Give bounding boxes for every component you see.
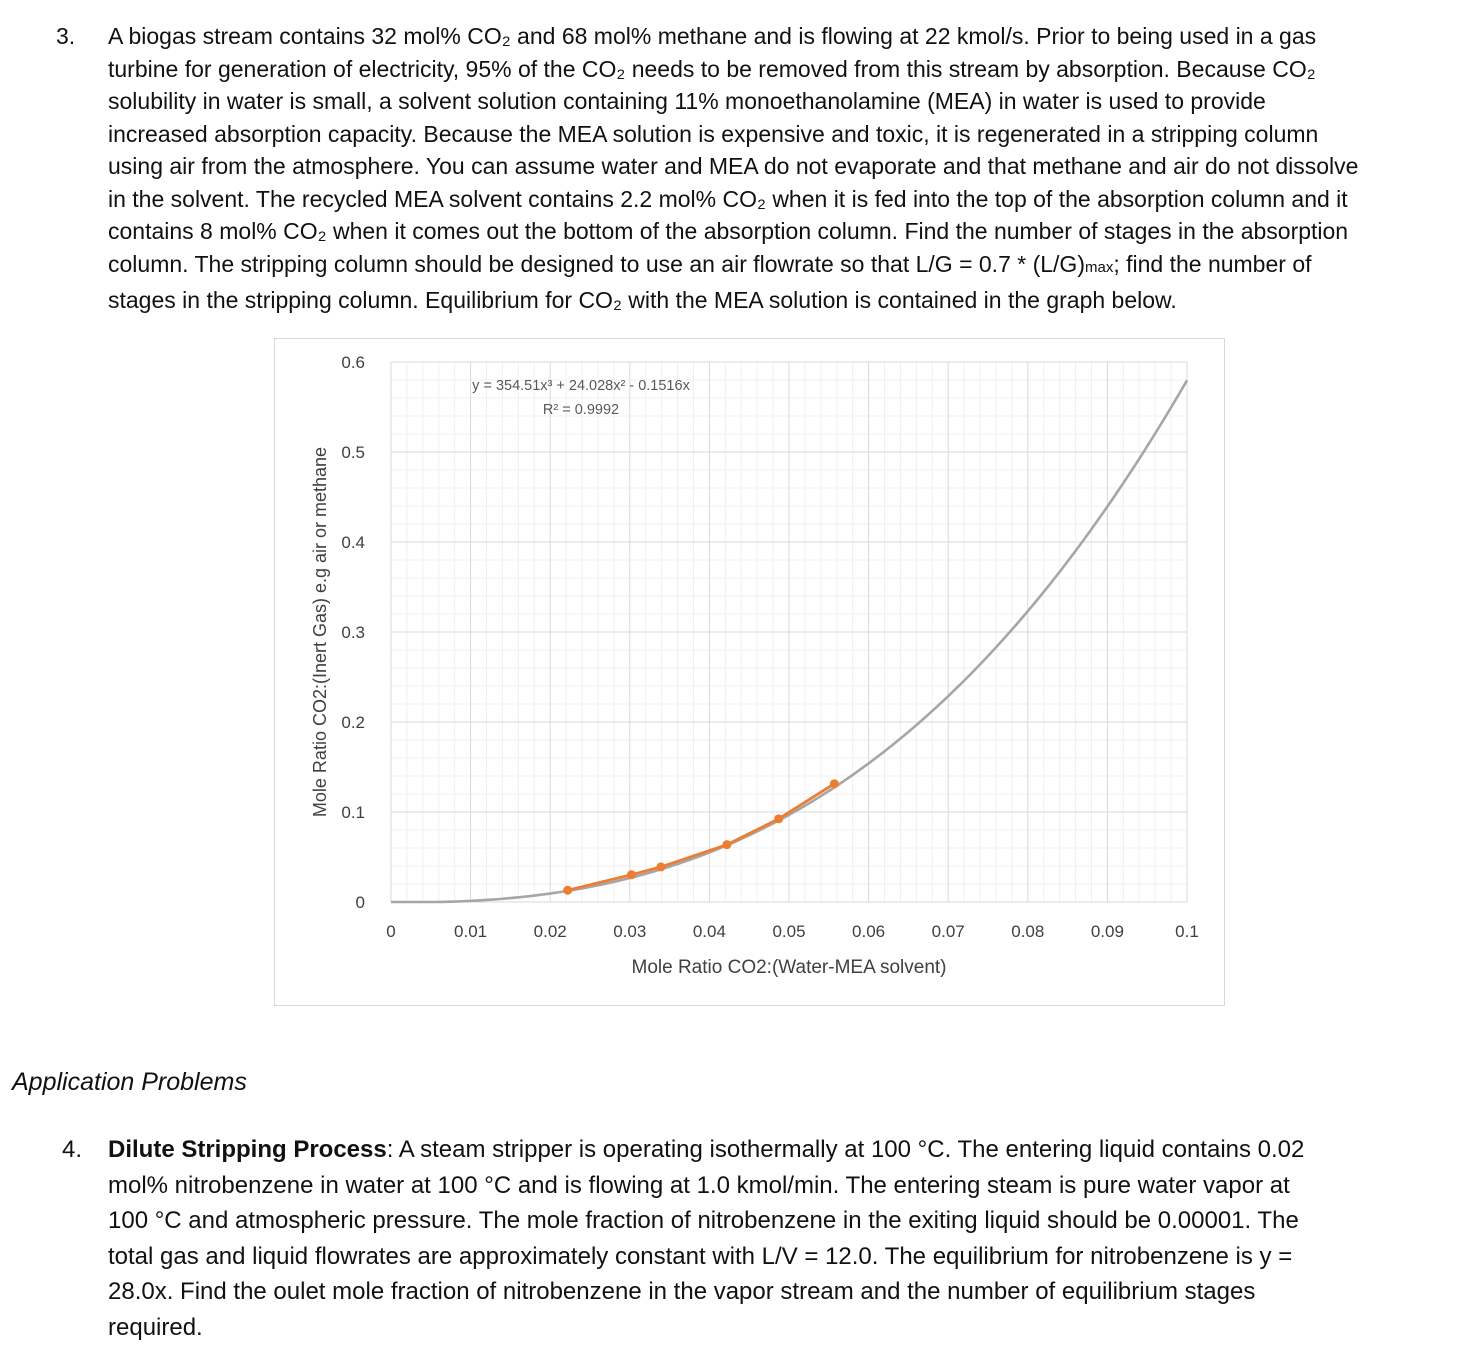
r-squared-label: R² = 0.9992 [542, 402, 620, 418]
problem-4-line: total gas and liquid flowrates are approximately constant with L/V = 12.0. The equilibrium for nitrobenzene is y = [108, 1242, 1293, 1270]
x-tick-label: 0.03 [613, 922, 647, 941]
series-line [568, 784, 835, 890]
x-tick-label: 0.01 [454, 922, 488, 941]
problem-4-line: required. [108, 1313, 203, 1341]
problem-4 [62, 1132, 1462, 1345]
problem-3-line: increased absorption capacity. Because the MEA solution is expensive and toxic, it is regenerated in a stripping column [108, 120, 1319, 147]
problem-3-line: contains 8 mol% CO₂ when it comes out the bottom of the absorption column. Find the number of stages in the absorption [108, 218, 1349, 244]
y-tick-label: 0.2 [341, 713, 365, 732]
problem-4-line1-rest: : A steam stripper is operating isothermally at 100 °C. The entering liquid contains 0.02 [386, 1136, 1305, 1163]
max-subscript: max [1084, 258, 1114, 276]
y-tick-label: 0.1 [341, 803, 365, 822]
x-tick-label: 0.07 [931, 922, 965, 941]
problem-3-line [108, 248, 1446, 285]
problem-4-line: 28.0x. Find the oulet mole fraction of nitrobenzene in the vapor stream and the number of equilibrium stages [108, 1278, 1256, 1305]
problem-4-number: 4. [62, 1136, 83, 1163]
problem-3-line: stages in the stripping column. Equilibrium for CO₂ with the MEA solution is contained in the graph below. [108, 287, 1177, 313]
y-tick-label: 0.4 [341, 533, 365, 552]
x-tick-label: 0 [386, 922, 396, 941]
y-tick-label: 0.3 [341, 623, 365, 642]
problem-4-text [108, 1132, 1462, 1345]
y-axis-label: Mole Ratio CO2:(Inert Gas) e.g air or methane [310, 446, 330, 818]
problem-3-line: A biogas stream contains 32 mol% CO₂ and 68 mol% methane and is flowing at 22 kmol/s. Prior to being used in a gas [108, 23, 1317, 49]
problem-4-line: 100 °C and atmospheric pressure. The mole fraction of nitrobenzene in the exiting liquid should be 0.00001. The [108, 1207, 1299, 1234]
equilibrium-chart-svg [275, 339, 1224, 1005]
problem-3-number: 3. [56, 23, 76, 49]
data-point [774, 814, 783, 823]
problem-3-line8-pre: column. The stripping column should be designed to use an air flowrate so that L/G = 0.7 * (L/G) [108, 250, 1085, 277]
problem-3-line: solubility in water is small, a solvent solution containing 11% monoethanolamine (MEA) in water is used to provide [108, 88, 1266, 114]
x-axis-label: Mole Ratio CO2:(Water-MEA solvent) [631, 957, 947, 978]
problem-4-line [108, 1132, 1462, 1168]
application-problems-heading: Application Problems [12, 1068, 247, 1096]
data-point [627, 870, 636, 879]
major-gridlines [391, 362, 1187, 902]
x-tick-label: 0.04 [692, 922, 726, 941]
problem-3-line: in the solvent. The recycled MEA solvent contains 2.2 mol% CO₂ when it is fed into the top of the absorption column and it [108, 185, 1348, 212]
trendline-equation: y = 354.51x³ + 24.028x² - 0.1516x [472, 378, 690, 394]
y-tick-label: 0 [355, 893, 365, 912]
data-point [563, 886, 572, 895]
problem-3-line: turbine for generation of electricity, 95% of the CO₂ needs to be removed from this stream by absorption. Because CO₂ [108, 55, 1316, 82]
data-point [830, 779, 839, 788]
x-tick-label: 0.1 [1175, 922, 1199, 941]
problem-4-line: mol% nitrobenzene in water at 100 °C and is flowing at 1.0 kmol/min. The entering steam is pure water vapor at [108, 1171, 1290, 1199]
problem-3-line: using air from the atmosphere. You can assume water and MEA do not evaporate and that methane and air do not dissolve [108, 153, 1359, 179]
problem-3 [56, 20, 1446, 317]
equilibrium-chart [274, 338, 1225, 1006]
x-tick-label: 0.06 [852, 922, 886, 941]
x-tick-label: 0.08 [1011, 922, 1045, 941]
problem-3-line8-post: ; find the number of [1113, 250, 1312, 277]
problem-3-text [108, 20, 1446, 317]
y-tick-label: 0.6 [341, 353, 365, 372]
x-tick-label: 0.05 [772, 922, 806, 941]
data-point [722, 840, 731, 849]
problem-4-title: Dilute Stripping Process [108, 1136, 387, 1163]
y-tick-label: 0.5 [341, 443, 365, 462]
x-tick-label: 0.09 [1090, 922, 1124, 941]
data-point [656, 862, 665, 871]
x-tick-label: 0.02 [533, 922, 567, 941]
tick-labels [341, 353, 1198, 941]
data-series [563, 779, 839, 894]
